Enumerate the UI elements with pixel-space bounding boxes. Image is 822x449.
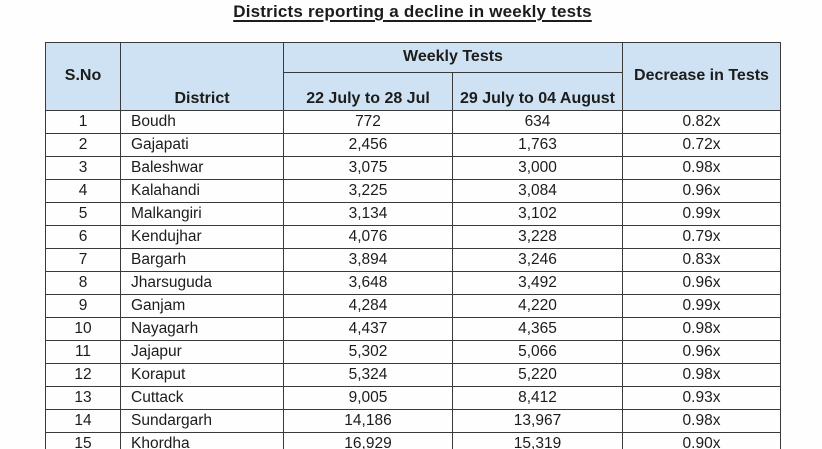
cell-week1: 3,648: [284, 272, 453, 295]
cell-decrease: 0.99x: [623, 203, 781, 226]
table-row: [46, 111, 781, 134]
cell-sno: 11: [46, 341, 121, 364]
table-row: [46, 272, 781, 295]
cell-week2: 5,220: [453, 364, 623, 387]
cell-decrease: 0.93x: [623, 387, 781, 410]
cell-week1: 3,225: [284, 180, 453, 203]
cell-week1: 14,186: [284, 410, 453, 433]
cell-week1: 16,929: [284, 433, 453, 449]
cell-week2: 3,228: [453, 226, 623, 249]
cell-sno: 15: [46, 433, 121, 449]
cell-week2: 3,492: [453, 272, 623, 295]
cell-week2: 3,246: [453, 249, 623, 272]
table-header: [46, 43, 781, 111]
col-header-district: District: [121, 43, 284, 111]
cell-sno: 8: [46, 272, 121, 295]
cell-decrease: 0.72x: [623, 134, 781, 157]
cell-week2: 3,084: [453, 180, 623, 203]
cell-decrease: 0.98x: [623, 410, 781, 433]
cell-week2: 5,066: [453, 341, 623, 364]
cell-week1: 5,302: [284, 341, 453, 364]
cell-week2: 4,365: [453, 318, 623, 341]
cell-sno: 9: [46, 295, 121, 318]
cell-week2: 634: [453, 111, 623, 134]
cell-week1: 772: [284, 111, 453, 134]
table-row: [46, 341, 781, 364]
cell-district: Khordha: [121, 433, 284, 449]
table-row: [46, 226, 781, 249]
col-header-week-22-28-july: 22 July to 28 Jul: [284, 73, 453, 111]
cell-week2: 1,763: [453, 134, 623, 157]
table-row: [46, 203, 781, 226]
cell-sno: 7: [46, 249, 121, 272]
col-header-decrease-in-tests: Decrease in Tests: [623, 43, 781, 111]
cell-week1: 3,134: [284, 203, 453, 226]
cell-district: Malkangiri: [121, 203, 284, 226]
table-row: [46, 387, 781, 410]
cell-district: Jharsuguda: [121, 272, 284, 295]
decline-table: [45, 42, 781, 449]
cell-decrease: 0.79x: [623, 226, 781, 249]
table-row: [46, 410, 781, 433]
cell-district: Cuttack: [121, 387, 284, 410]
table-row: [46, 249, 781, 272]
col-header-weekly-tests: Weekly Tests: [284, 43, 623, 73]
table-row: [46, 180, 781, 203]
cell-week1: 4,437: [284, 318, 453, 341]
cell-sno: 13: [46, 387, 121, 410]
cell-district: Baleshwar: [121, 157, 284, 180]
cell-week1: 5,324: [284, 364, 453, 387]
cell-week2: 15,319: [453, 433, 623, 449]
cell-sno: 2: [46, 134, 121, 157]
cell-week2: 3,000: [453, 157, 623, 180]
cell-district: Gajapati: [121, 134, 284, 157]
col-header-sno: S.No: [46, 43, 121, 111]
cell-district: Koraput: [121, 364, 284, 387]
cell-district: Bargarh: [121, 249, 284, 272]
cell-district: Ganjam: [121, 295, 284, 318]
table-row: [46, 318, 781, 341]
cell-district: Jajapur: [121, 341, 284, 364]
cell-district: Boudh: [121, 111, 284, 134]
cell-week1: 4,284: [284, 295, 453, 318]
cell-district: Nayagarh: [121, 318, 284, 341]
page-title: Districts reporting a decline in weekly tests: [233, 2, 592, 21]
cell-week1: 9,005: [284, 387, 453, 410]
cell-week2: 4,220: [453, 295, 623, 318]
cell-district: Kalahandi: [121, 180, 284, 203]
cell-decrease: 0.98x: [623, 364, 781, 387]
cell-decrease: 0.83x: [623, 249, 781, 272]
cell-sno: 3: [46, 157, 121, 180]
cell-week1: 3,075: [284, 157, 453, 180]
cell-sno: 6: [46, 226, 121, 249]
table-row: [46, 134, 781, 157]
cell-decrease: 0.96x: [623, 272, 781, 295]
cell-week2: 3,102: [453, 203, 623, 226]
table-row: [46, 157, 781, 180]
table-row: [46, 295, 781, 318]
table-row: [46, 364, 781, 387]
cell-decrease: 0.96x: [623, 341, 781, 364]
cell-sno: 10: [46, 318, 121, 341]
cell-sno: 14: [46, 410, 121, 433]
cell-sno: 1: [46, 111, 121, 134]
cell-week1: 2,456: [284, 134, 453, 157]
cell-week2: 8,412: [453, 387, 623, 410]
cell-week2: 13,967: [453, 410, 623, 433]
col-header-week-29july-04aug: 29 July to 04 August: [453, 73, 623, 111]
cell-decrease: 0.98x: [623, 157, 781, 180]
cell-week1: 3,894: [284, 249, 453, 272]
cell-district: Sundargarh: [121, 410, 284, 433]
cell-decrease: 0.90x: [623, 433, 781, 449]
cell-sno: 4: [46, 180, 121, 203]
cell-decrease: 0.82x: [623, 111, 781, 134]
cell-district: Kendujhar: [121, 226, 284, 249]
cell-decrease: 0.99x: [623, 295, 781, 318]
table-body: [46, 111, 781, 449]
table-row: [46, 433, 781, 449]
cell-decrease: 0.98x: [623, 318, 781, 341]
cell-sno: 12: [46, 364, 121, 387]
cell-decrease: 0.96x: [623, 180, 781, 203]
cell-sno: 5: [46, 203, 121, 226]
cell-week1: 4,076: [284, 226, 453, 249]
